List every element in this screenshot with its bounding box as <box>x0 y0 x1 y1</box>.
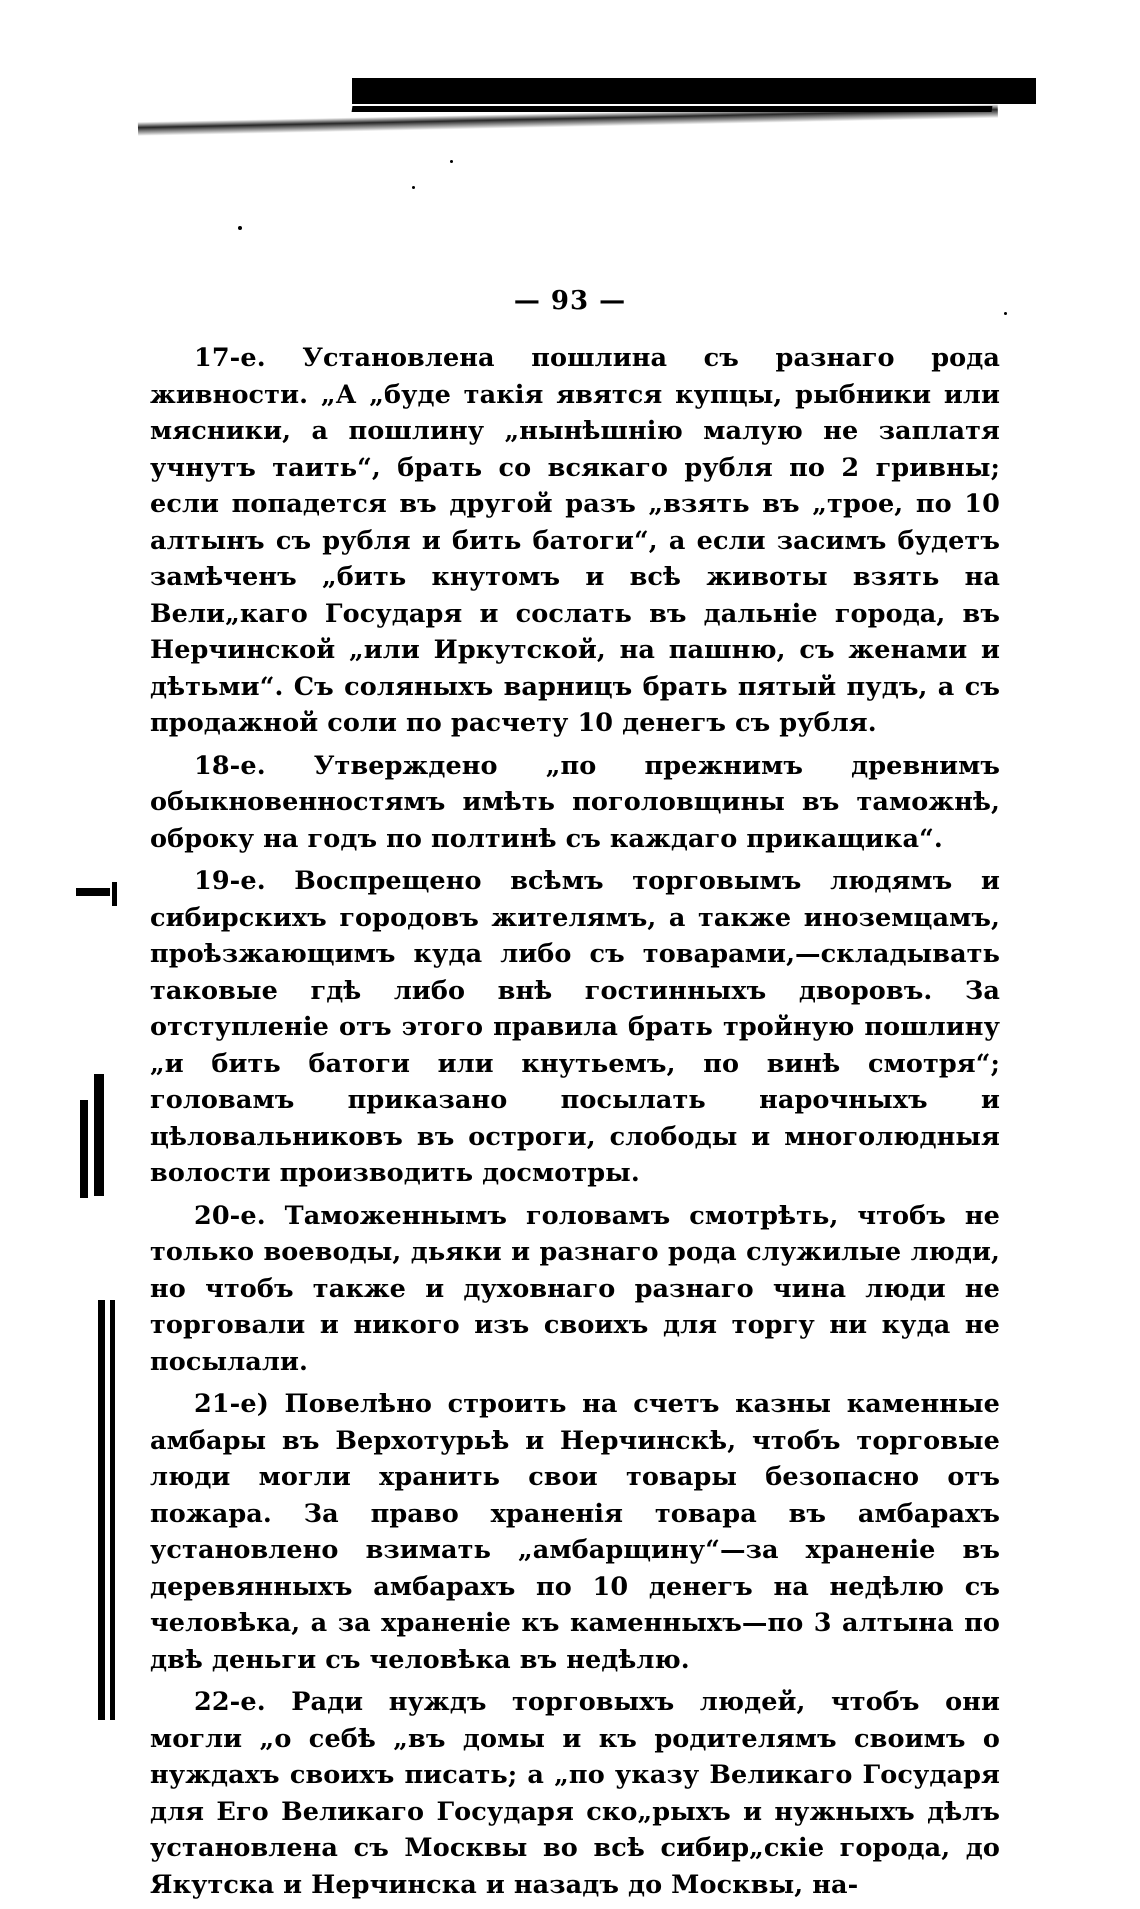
paragraph-18: 18-е. Утверждено „по прежнимъ древнимъ обыкновенностямъ имѣть поголовщины въ таможнѣ, оброку на годъ по полтинѣ съ каждаго прикащика“. <box>150 750 1000 854</box>
scan-artifact-left-bar <box>80 1100 88 1198</box>
document-body <box>150 340 1000 1909</box>
page-number: — 93 — <box>513 286 627 316</box>
paragraph-17: 17-е. Установлена пошлина съ разнаго рода живности. „А „буде такія явятся купцы, рыбники или мясники, а пошлину „нынѣшнію малую не заплатя учнутъ таить“, брать со всякаго рубля по 2 гривны; если попадется въ другой разъ „взять въ „трое, по 10 алтынъ съ рубля и бить батоги“, а если засимъ будетъ замѣченъ „бить кнутомъ и всѣ животы взять на Вели„каго Государя и сослать въ дальніе города, въ Нерчинской „или Иркутской, на пашню, съ женами и дѣтьми“. Съ соляныхъ варницъ брать пятый пудъ, а съ продажной соли по расчету 10 денегъ съ рубля. <box>150 343 1000 738</box>
scan-artifact-left-bar <box>110 1300 115 1720</box>
scan-artifact-left-bar <box>98 1300 105 1720</box>
paragraph-22: 22-е. Ради нуждъ торговыхъ людей, чтобъ они могли „о себѣ „въ домы и къ родителямъ своимъ о нуждахъ своихъ писать; а „по указу Великаго Государя для Его Великаго Государя ско„рыхъ и нужныхъ дѣлъ установлена съ Москвы во всѣ сибир„скіе города, до Якутска и Нерчинска и назадъ до Москвы, на- <box>150 1687 1000 1900</box>
scan-artifact-left-mark <box>112 882 117 906</box>
scan-speck <box>412 186 415 189</box>
paragraph-20: 20-е. Таможеннымъ головамъ смотрѣть, чтобъ не только воеводы, дьяки и разнаго рода служилые люди, но чтобъ также и духовнаго разнаго чина люди не торговали и никого изъ своихъ для торгу ни куда не посылали. <box>150 1200 1000 1377</box>
scan-speck <box>450 160 453 163</box>
scan-speck <box>238 226 242 230</box>
scan-artifact-top-bar <box>352 78 1036 104</box>
scan-artifact-left-bar <box>94 1074 104 1196</box>
scan-artifact-left-mark <box>76 888 110 896</box>
paragraph-21: 21-е) Повелѣно строить на счетъ казны каменные амбары въ Верхотурьѣ и Нерчинскѣ, чтобъ торговые люди могли хранить свои товары безопасно отъ пожара. За право храненія товара въ амбарахъ установлено взимать „амбарщину“—за храненіе въ деревянныхъ амбарахъ по 10 денегъ на недѣлю съ человѣка, а за храненіе къ каменныхъ—по 3 алтына по двѣ деньги съ человѣка въ недѣлю. <box>150 1389 1000 1675</box>
paragraph-19: 19-е. Воспрещено всѣмъ торговымъ людямъ и сибирскихъ городовъ жителямъ, а также иноземцамъ, проѣзжающимъ куда либо съ товарами,—складывать таковые гдѣ либо внѣ гостинныхъ дворовъ. За отступленіе отъ этого правила брать тройную пошлину „и бить батоги или кнутьемъ, по винѣ смотря“; головамъ приказано посылать нарочныхъ и цѣловальниковъ въ остроги, слободы и многолюдныя волости производить досмотры. <box>150 866 1000 1188</box>
